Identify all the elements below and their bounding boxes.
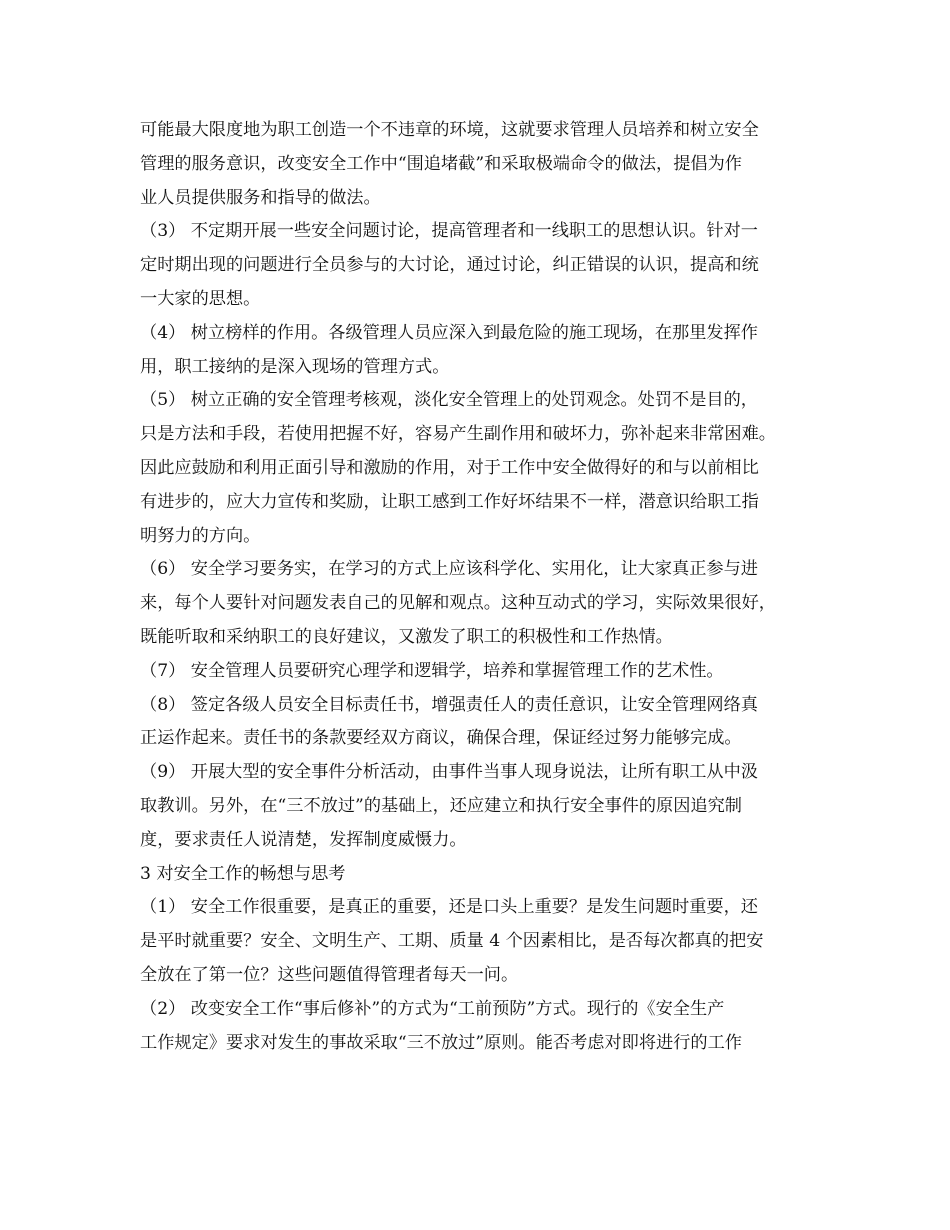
text-line: 明努力的方向。	[140, 525, 261, 546]
text-line: 有进步的，应大力宣传和奖励，让职工感到工作好坏结果不一样，潜意识给职工指	[140, 491, 759, 512]
text-line: 管理的服务意识，改变安全工作中“围追堵截”和采取极端命令的做法，提倡为作	[140, 153, 742, 174]
text-line: 取教训。另外，在“三不放过”的基础上，还应建立和执行安全事件的原因追究制	[140, 795, 742, 816]
text-line: 因此应鼓励和利用正面引导和激励的作用，对于工作中安全做得好的和与以前相比	[140, 457, 759, 478]
text-line: （1） 安全工作很重要，是真正的重要，还是口头上重要？是发生问题时重要，还	[140, 897, 758, 918]
text-line: （5） 树立正确的安全管理考核观，淡化安全管理上的处罚观念。处罚不是目的，	[140, 390, 758, 411]
text-line: （4） 树立榜样的作用。各级管理人员应深入到最危险的施工现场，在那里发挥作	[140, 322, 758, 343]
text-line: 是平时就重要？安全、文明生产、工期、质量 4 个因素相比，是否每次都真的把安	[140, 931, 764, 952]
text-line: （8） 签定各级人员安全目标责任书，增强责任人的责任意识，让安全管理网络真	[140, 694, 758, 715]
text-line: （7） 安全管理人员要研究心理学和逻辑学，培养和掌握管理工作的艺术性。	[140, 660, 724, 681]
text-line: 度，要求责任人说清楚，发挥制度威慑力。	[140, 829, 467, 850]
text-line: 定时期出现的问题进行全员参与的大讨论，通过讨论，纠正错误的认识，提高和统	[140, 255, 759, 276]
text-line: 用，职工接纳的是深入现场的管理方式。	[140, 356, 450, 377]
text-line: （9） 开展大型的安全事件分析活动，由事件当事人现身说法，让所有职工从中汲	[140, 762, 758, 783]
text-line: 正运作起来。责任书的条款要经双方商议，确保合理，保证经过努力能够完成。	[140, 728, 742, 749]
text-line: 一大家的思想。	[140, 288, 261, 309]
text-line: 可能最大限度地为职工创造一个不违章的环境，这就要求管理人员培养和树立安全	[140, 120, 759, 140]
text-line: 既能听取和采纳职工的良好建议，又激发了职工的积极性和工作热情。	[140, 626, 673, 647]
text-line: 工作规定》要求对发生的事故采取“三不放过”原则。能否考虑对即将进行的工作	[140, 1032, 742, 1053]
text-line: （6） 安全学习要务实，在学习的方式上应该科学化、实用化，让大家真正参与进	[140, 559, 758, 580]
text-line: （3） 不定期开展一些安全问题讨论，提高管理者和一线职工的思想认识。针对一	[140, 221, 758, 242]
text-line: 来，每个人要针对问题发表自己的见解和观点。这种互动式的学习，实际效果很好，	[140, 593, 776, 614]
text-line: 全放在了第一位？这些问题值得管理者每天一问。	[140, 964, 519, 985]
text-line: （2） 改变安全工作“事后修补”的方式为“工前预防”方式。现行的《安全生产	[140, 998, 725, 1019]
section-heading: 3 对安全工作的畅想与思考	[140, 863, 346, 884]
document-body	[140, 114, 820, 1060]
text-line: 业人员提供服务和指导的做法。	[140, 187, 381, 208]
text-line: 只是方法和手段，若使用把握不好，容易产生副作用和破坏力，弥补起来非常困难。	[140, 424, 776, 445]
